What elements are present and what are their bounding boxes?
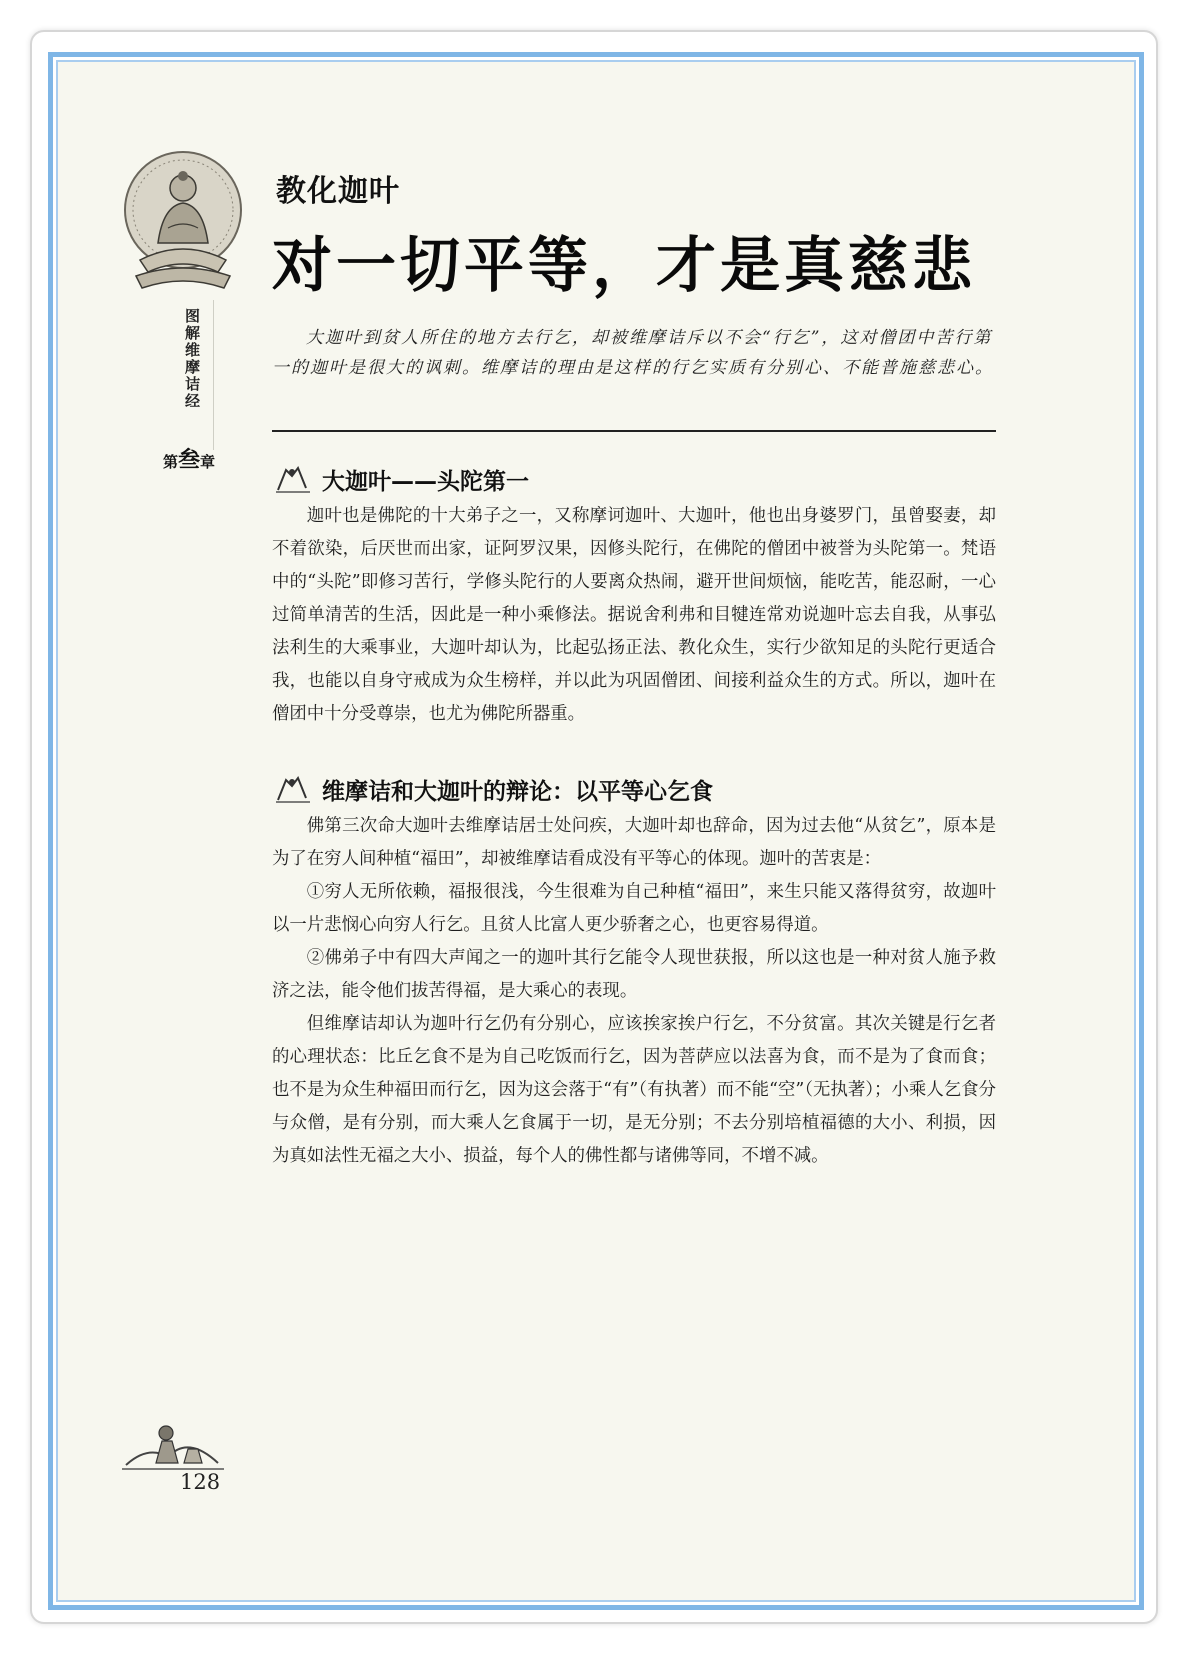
paragraph: ①穷人无所依赖，福报很浅，今生很难为自己种植“福田”，来生只能又落得贫穷，故迦叶以一片悲悯心向穷人行乞。且贫人比富人更少骄奢之心，也更容易得道。	[272, 882, 996, 935]
chapter-suffix: 章	[200, 453, 216, 471]
paragraph: 但维摩诘却认为迦叶行乞仍有分别心，应该挨家挨户行乞，不分贫富。其次关键是行乞者的心理状态：比丘乞食不是为自己吃饭而行乞，因为菩萨应以法喜为食，而不是为了食而食；也不是为众生种福田而行乞，因为这会落于“有”（有执著）而不能“空”（无执著）；小乘人乞食分与众僧，是有分别，而大乘人乞食属于一切，是无分别；不去分别培植福德的大小、利损，因为真如法性无福之大小、损益，每个人的佛性都与诸佛等同，不增不减。	[272, 1014, 996, 1166]
section-heading-2	[272, 772, 713, 806]
side-divider	[213, 300, 214, 450]
paragraph: ②佛弟子中有四大声闻之一的迦叶其行乞能令人现世获报，所以这也是一种对贫人施予救济之法，能令他们拔苦得福，是大乘心的表现。	[272, 948, 996, 1001]
chapter-tag	[153, 446, 225, 474]
section-1-body	[272, 500, 996, 731]
chapter-number: 叁	[177, 447, 200, 473]
chapter-prefix: 第	[162, 453, 178, 471]
section-heading-1	[272, 462, 529, 496]
page-title: 对一切平等，才是真慈悲	[272, 231, 976, 301]
abstract-divider	[272, 430, 996, 432]
paragraph: 佛第三次命大迦叶去维摩诘居士处问疾，大迦叶却也辞命，因为过去他“从贫乞”，原本是为了在穷人间种植“福田”，却被维摩诘看成没有平等心的体现。迦叶的苦衷是：	[272, 816, 996, 869]
page-number: 128	[180, 1470, 221, 1494]
paragraph: 迦叶也是佛陀的十大弟子之一，又称摩诃迦叶、大迦叶，他也出身婆罗门，虽曾娶妻，却不着欲染，后厌世而出家，证阿罗汉果，因修头陀行，在佛陀的僧团中被誉为头陀第一。梵语中的“头陀”即修习苦行，学修头陀行的人要离众热闹，避开世间烦恼，能吃苦，能忍耐，一心过简单清苦的生活，因此是一种小乘修法。据说舍利弗和目犍连常劝说迦叶忘去自我，从事弘法利生的大乘事业，大迦叶却认为，比起弘扬正法、教化众生，实行少欲知足的头陀行更适合我，也能以自身守戒成为众生榜样，并以此为巩固僧团、间接利益众生的方式。所以，迦叶在僧团中十分受尊崇，也尤为佛陀所器重。	[272, 506, 996, 724]
scholar-icon	[272, 772, 314, 806]
footer-illustration	[118, 1405, 228, 1475]
scholar-icon	[272, 462, 314, 496]
section-heading-2-text: 维摩诘和大迦叶的辩论：以平等心乞食	[322, 778, 713, 805]
book-title-vertical: 图解维摩诘经	[183, 308, 201, 410]
section-kicker: 教化迦叶	[276, 174, 400, 209]
abstract-text: 大迦叶到贫人所住的地方去行乞，却被维摩诘斥以不会“行乞”，这对僧团中苦行第一的迦叶是很大的讽刺。维摩诘的理由是这样的行乞实质有分别心、不能普施慈悲心。	[272, 328, 994, 378]
section-2-body	[272, 810, 996, 1173]
buddha-medallion-illustration	[118, 148, 248, 298]
section-heading-1-text: 大迦叶——头陀第一	[322, 468, 529, 495]
